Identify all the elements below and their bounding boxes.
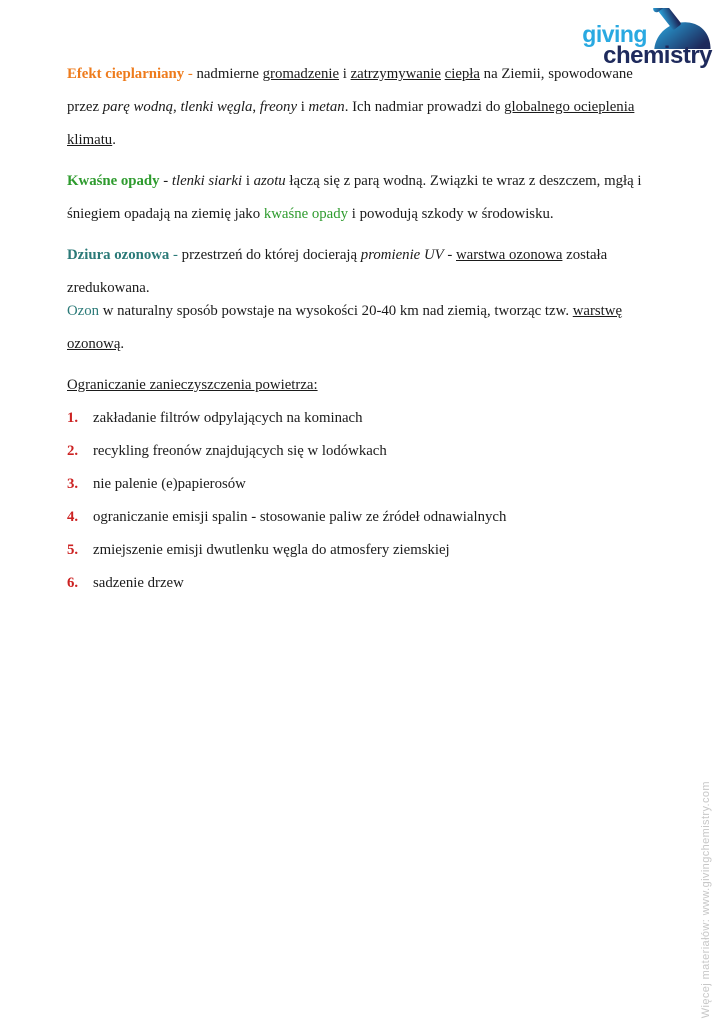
text-segment: i bbox=[297, 99, 309, 115]
text-segment: warstwa ozonowa bbox=[456, 247, 563, 263]
text-segment: zatrzymywanie bbox=[350, 66, 441, 82]
list-item bbox=[67, 468, 687, 501]
text-segment: przez bbox=[67, 99, 103, 115]
text-segment: zredukowana. bbox=[67, 280, 150, 296]
list-number: 2. bbox=[67, 443, 79, 459]
logo-text-giving: giving bbox=[582, 21, 647, 47]
list-item bbox=[67, 534, 687, 567]
text-segment: Dziura ozonowa bbox=[67, 247, 170, 263]
list-item bbox=[67, 435, 687, 468]
text-segment: - bbox=[443, 247, 456, 263]
text-segment: została bbox=[562, 247, 608, 263]
list-number: 1. bbox=[67, 410, 79, 426]
logo-text-chemistry: chemistry bbox=[603, 42, 712, 69]
document-body bbox=[67, 58, 687, 600]
paragraph-ozone-layer bbox=[67, 295, 687, 361]
text-segment: Kwaśne opady bbox=[67, 173, 160, 189]
text-segment: . bbox=[120, 336, 125, 352]
list-item bbox=[67, 402, 687, 435]
list-number: 6. bbox=[67, 575, 79, 591]
text-segment: kwaśne opady bbox=[263, 206, 349, 222]
text-segment: przestrzeń do której docierają bbox=[181, 247, 361, 263]
paragraph-acid-rain bbox=[67, 165, 687, 231]
text-segment: na Ziemii, spowodowane bbox=[479, 66, 633, 82]
text-segment: freony bbox=[259, 99, 298, 115]
text-segment: parę wodną bbox=[102, 99, 174, 115]
text-segment: globalnego ocieplenia bbox=[504, 99, 635, 115]
text-segment: tlenki siarki bbox=[171, 173, 243, 189]
text-segment: ciepła bbox=[444, 66, 480, 82]
text-segment: - bbox=[169, 247, 182, 263]
text-segment: ozonową bbox=[67, 336, 121, 352]
text-segment: - bbox=[159, 173, 172, 189]
text-segment: . bbox=[112, 132, 116, 148]
text-segment: metan bbox=[308, 99, 345, 115]
list-number: 5. bbox=[67, 542, 79, 558]
text-segment: gromadzenie bbox=[262, 66, 340, 82]
text-segment: łączą się z parą wodną. Związki te wraz z deszczem, mgłą i bbox=[285, 173, 642, 189]
list-item bbox=[67, 567, 687, 600]
list-item-text: recykling freonów znajdujących się w lodówkach bbox=[93, 443, 387, 459]
text-segment: , bbox=[252, 99, 260, 115]
paragraph-greenhouse-effect bbox=[67, 58, 687, 157]
list-item-text: sadzenie drzew bbox=[93, 575, 184, 591]
pollution-reduction-list bbox=[67, 402, 687, 600]
list-number: 3. bbox=[67, 476, 79, 492]
list-item bbox=[67, 501, 687, 534]
list-item-text: ograniczanie emisji spalin - stosowanie paliw ze źródeł odnawialnych bbox=[93, 509, 507, 525]
text-segment: tlenki węgla bbox=[180, 99, 253, 115]
list-item-text: zakładanie filtrów odpylających na kominach bbox=[93, 410, 363, 426]
text-segment: i bbox=[339, 66, 351, 82]
text-segment: i powodują szkody w środowisku. bbox=[348, 206, 554, 222]
text-segment: warstwę bbox=[572, 303, 623, 319]
list-number: 4. bbox=[67, 509, 79, 525]
list-item-text: zmiejszenie emisji dwutlenku węgla do atmosfery ziemskiej bbox=[93, 542, 450, 558]
text-segment: Ozon bbox=[67, 303, 100, 319]
text-segment: promienie UV bbox=[360, 247, 444, 263]
text-segment: azotu bbox=[253, 173, 286, 189]
text-segment: , bbox=[173, 99, 181, 115]
text-segment: nadmierne bbox=[196, 66, 263, 82]
text-segment: . Ich nadmiar prowadzi do bbox=[344, 99, 505, 115]
text-segment: w naturalny sposób powstaje na wysokości 20-40 km nad ziemią, tworząc tzw. bbox=[99, 303, 573, 319]
text-segment: śniegiem opadają na ziemię jako bbox=[67, 206, 264, 222]
list-item-text: nie palenie (e)papierosów bbox=[93, 476, 246, 492]
text-segment: klimatu bbox=[67, 132, 113, 148]
text-segment: Efekt cieplarniany bbox=[67, 66, 185, 82]
list-heading: Ograniczanie zanieczyszczenia powietrza: bbox=[67, 377, 318, 393]
text-segment: - bbox=[184, 66, 197, 82]
watermark-url: Więcej materiałów: www.givingchemistry.com bbox=[700, 780, 712, 1018]
text-segment: i bbox=[242, 173, 254, 189]
